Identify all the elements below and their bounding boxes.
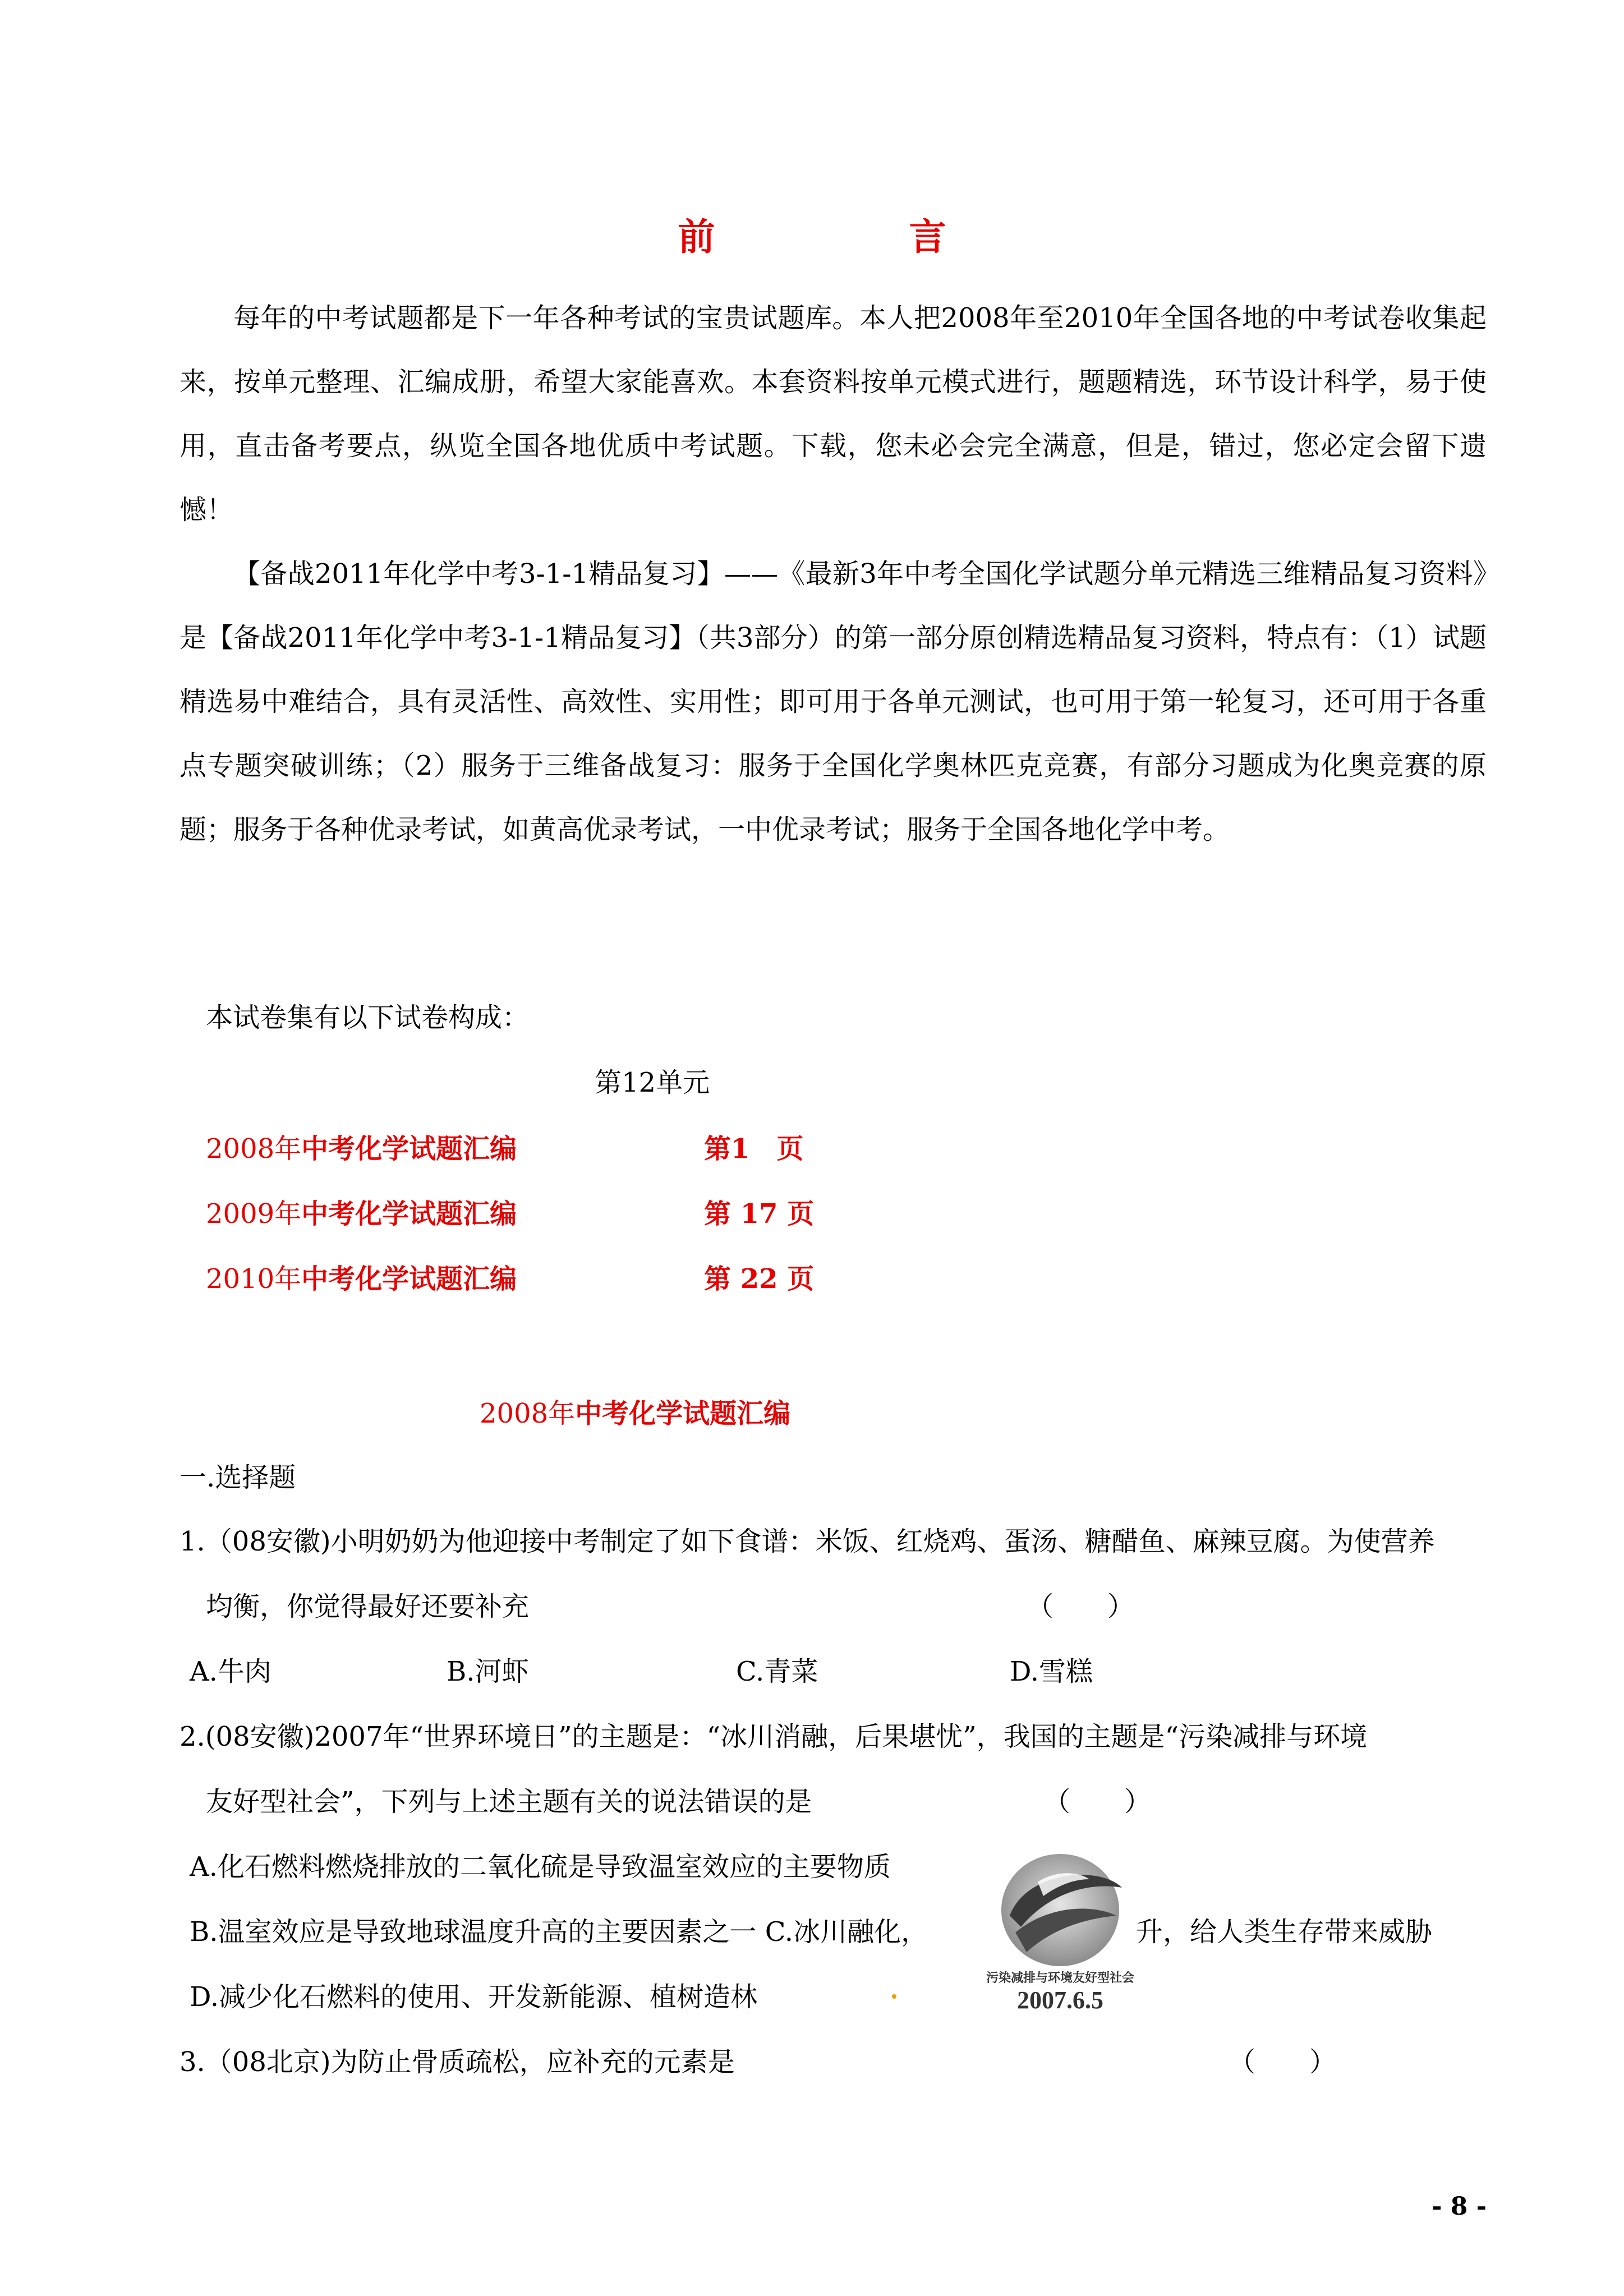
- question-2-option-d: D.减少化石燃料的使用、开发新能源、植树造林: [190, 1981, 758, 2013]
- question-2-option-b-tail: 升，给人类生存带来威胁: [1136, 1916, 1433, 1948]
- toc-item-name: 中考化学试题汇编: [301, 1133, 517, 1165]
- environment-day-logo: [942, 1848, 1178, 2017]
- preface-paragraph-2: 【备战2011年化学中考3-1-1精品复习】——《最新3年中考全国化学试题分单元精选三维精品复习资料》是【备战2011年化学中考3-1-1精品复习】（共3部分）的第一部分原创精选精品复习资料，特点有：（1）试题精选易中难结合，具有灵活性、高效性、实用性；即可用于各单元测试，也可用于第一轮复习，还可用于各重点专题突破训练；（2）服务于三维备战复习：服务于全国化学奥林匹克竞赛，有部分习题成为化奥竞赛的原题；服务于各种优录考试，如黄高优录考试，一中优录考试；服务于全国各地化学中考。: [180, 558, 1487, 845]
- toc-item-page: 第1 页: [704, 1133, 804, 1165]
- toc-item-2010[interactable]: [206, 1262, 517, 1296]
- question-2-line-1: 2.(08安徽)2007年“世界环境日”的主题是：“冰川消融，后果堪忧”，我国的主题是“污染减排与环境: [180, 1721, 1368, 1752]
- leaf-globe-icon: [942, 1848, 1178, 2017]
- logo-date: 2007.6.5: [1017, 1986, 1103, 2014]
- question-2-answer-blank: （ ）: [1043, 1786, 1152, 1818]
- question-1-answer-blank: （ ）: [1027, 1591, 1135, 1622]
- toc-item-2009[interactable]: [206, 1197, 517, 1231]
- toc-item-name: 中考化学试题汇编: [301, 1263, 517, 1295]
- toc-item-page: 第 22 页: [704, 1263, 815, 1295]
- section-year: 2008年: [480, 1398, 576, 1429]
- preface-paragraph-1: 每年的中考试题都是下一年各种考试的宝贵试题库。本人把2008年至2010年全国各地的中考试卷收集起来，按单元整理、汇编成册，希望大家能喜欢。本套资料按单元模式进行，题题精选，环节设计科学，易于使用，直击备考要点，纵览全国各地优质中考试题。下载，您未必会完全满意，但是，错过，您必定会留下遗憾！: [180, 302, 1487, 526]
- question-1-option-b: B.河虾: [447, 1656, 529, 1687]
- question-1-line-1: 1.（08安徽)小明奶奶为他迎接中考制定了如下食谱：米饭、红烧鸡、蛋汤、糖醋鱼、麻辣豆腐。为使营养: [180, 1526, 1435, 1557]
- toc-unit: 第12单元: [595, 1067, 710, 1098]
- question-1-option-a: A.牛肉: [190, 1656, 272, 1687]
- question-1-option-c: C.青菜: [736, 1656, 818, 1687]
- toc-item-year: 2010年: [206, 1263, 302, 1295]
- section-part: 一.选择题: [180, 1462, 296, 1493]
- section-heading: [480, 1397, 790, 1430]
- question-1-line-2: 均衡，你觉得最好还要补充: [206, 1591, 530, 1622]
- toc-item-year: 2009年: [206, 1198, 302, 1230]
- question-3-line-1: 3.（08北京)为防止骨质疏松，应补充的元素是: [180, 2046, 735, 2078]
- section-name: 中考化学试题汇编: [575, 1398, 791, 1429]
- toc-intro: 本试卷集有以下试卷构成：: [206, 1002, 530, 1033]
- page-number: - 8 -: [1432, 2192, 1487, 2221]
- toc-item-page: 第 17 页: [704, 1198, 815, 1230]
- toc-item-year: 2008年: [206, 1133, 302, 1165]
- toc-item-name: 中考化学试题汇编: [301, 1198, 517, 1230]
- question-2-option-a: A.化石燃料燃烧排放的二氧化硫是导致温室效应的主要物质: [190, 1851, 891, 1883]
- logo-caption: 污染减排与环境友好型社会: [986, 1971, 1135, 1985]
- question-1-option-d: D.雪糕: [1010, 1656, 1093, 1687]
- question-3-answer-blank: （ ）: [1229, 2046, 1337, 2078]
- question-2-line-2: 友好型社会”，下列与上述主题有关的说法错误的是: [206, 1786, 812, 1818]
- preface-title: 前 言: [678, 215, 1025, 259]
- toc-item-2008[interactable]: [206, 1132, 517, 1166]
- decorative-dot: [892, 1994, 896, 1999]
- question-2-option-b: B.温室效应是导致地球温度升高的主要因素之一 C.冰川融化，: [190, 1916, 928, 1948]
